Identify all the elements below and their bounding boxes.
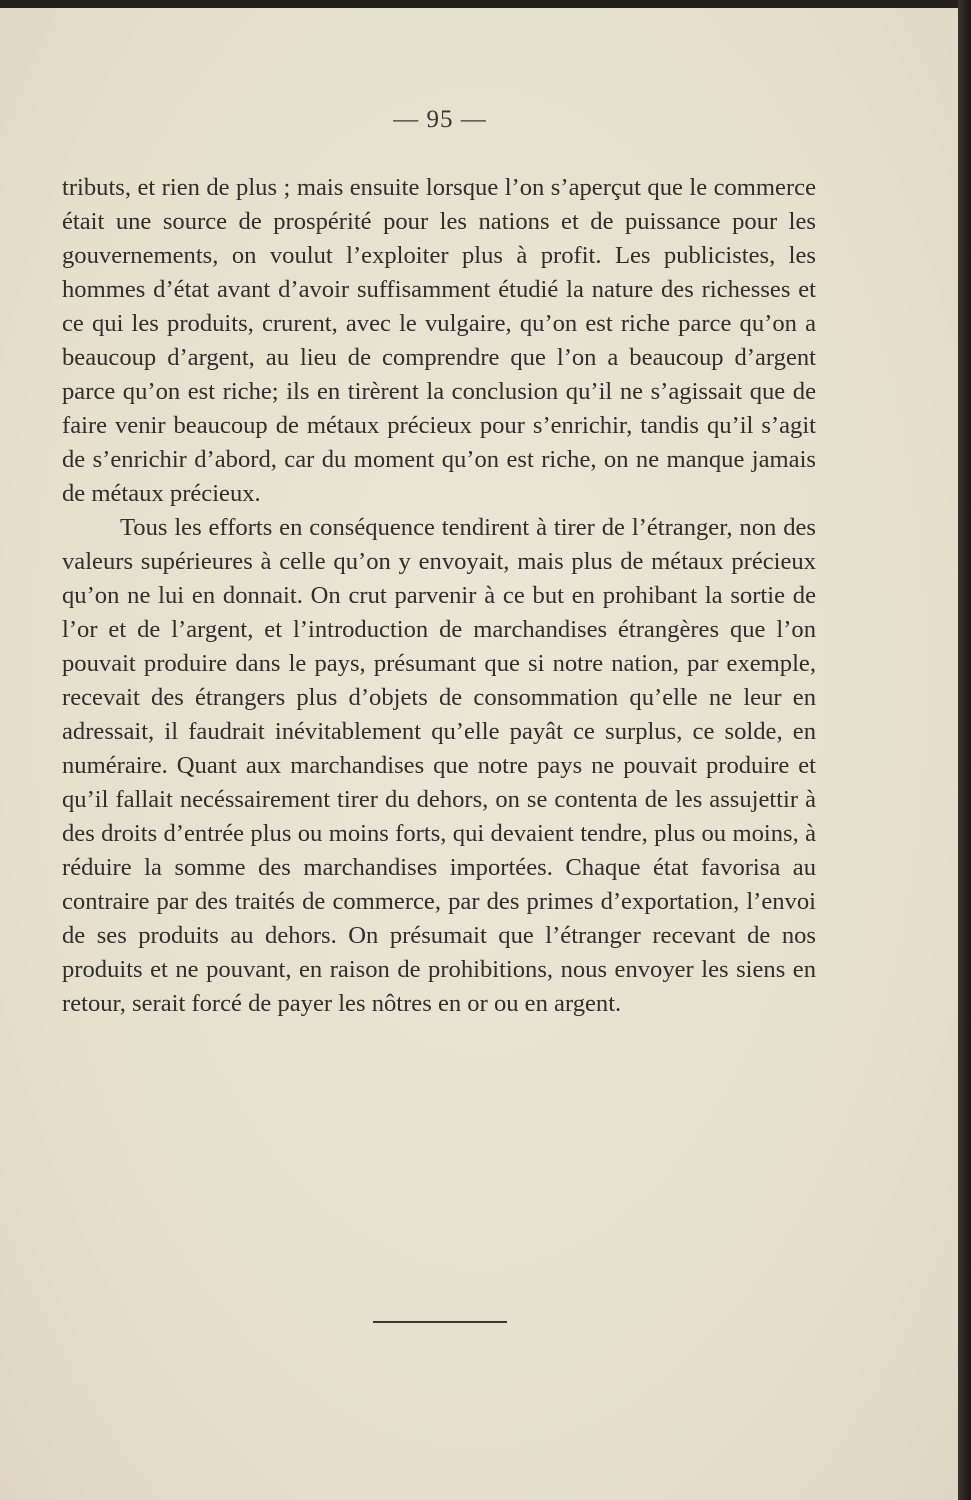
page-right-edge	[958, 0, 971, 1500]
book-page	[0, 8, 958, 1500]
page-body	[62, 171, 816, 1021]
page-top-edge	[0, 0, 971, 8]
paragraph-1: tributs, et rien de plus ; mais ensuite lorsque l’on s’aperçut que le commerce était une source de prospérité pour les nations et de puissance pour les gouvernements, on voulut l’exploiter plus à profit. Les publicistes, les hommes d’état avant d’avoir suffisamment étudié la nature des richesses et ce qui les produits, crurent, avec le vulgaire, qu’on est riche parce qu’on a beaucoup d’argent, au lieu de comprendre que l’on a beaucoup d’argent parce qu’on est riche; ils en tirèrent la conclusion qu’il ne s’agissait que de faire venir beaucoup de métaux précieux pour s’enrichir, tandis qu’il s’agit de s’enrichir d’abord, car du moment qu’on est riche, on ne manque jamais de métaux précieux.	[62, 174, 816, 507]
paragraph-2: Tous les efforts en conséquence tendirent à tirer de l’étranger, non des valeurs supérieures à celle qu’on y envoyait, mais plus de métaux précieux qu’on ne lui en donnait. On crut parvenir à ce but en prohibant la sortie de l’or et de l’argent, et l’introduction de marchandises étrangères que l’on pouvait produire dans le pays, présumant que si notre nation, par exemple, recevait des étrangers plus d’objets de consommation qu’elle ne leur en adressait, il faudrait inévitablement qu’elle payât ce surplus, ce solde, en numéraire. Quant aux marchandises que notre pays ne pouvait produire et qu’il fallait necéssairement tirer du dehors, on se contenta de les assujettir à des droits d’entrée plus ou moins forts, qui devaient tendre, plus ou moins, à réduire la somme des marchandises importées. Chaque état favorisa au contraire par des traités de commerce, par des primes d’exportation, l’envoi de ses produits au dehors. On présumait que l’étranger recevant de nos produits et ne pouvant, en raison de prohibitions, nous envoyer les siens en retour, serait forcé de payer les nôtres en or ou en argent.	[62, 514, 816, 1017]
end-rule-divider	[373, 1321, 507, 1323]
page-number: — 95 —	[393, 106, 487, 133]
